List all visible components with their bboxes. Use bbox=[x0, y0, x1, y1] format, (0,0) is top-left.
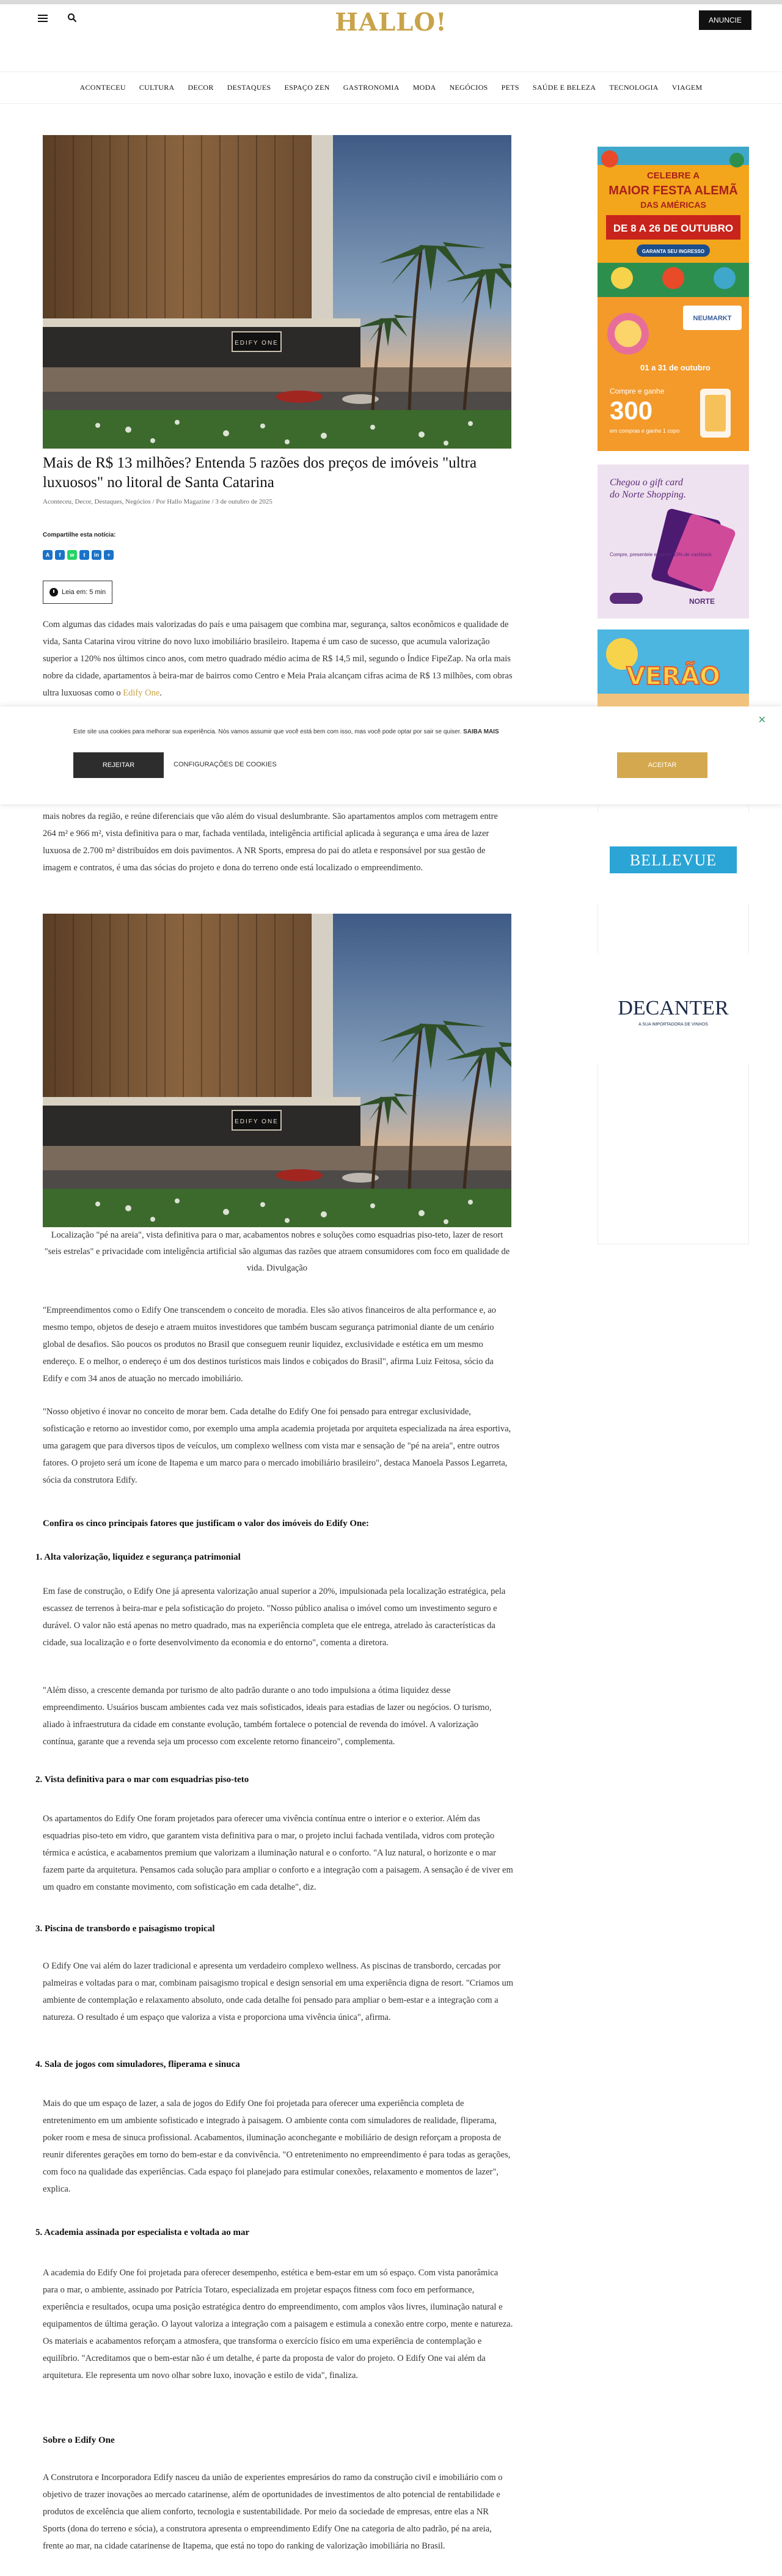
ad-bellevue[interactable] bbox=[597, 813, 749, 905]
article-meta: Aconteceu, Decor, Destaques, Negócios / Por Hallo Magazine / 3 de outubro de 2025 bbox=[43, 498, 272, 505]
about-heading: Sobre o Edify One bbox=[43, 2435, 115, 2445]
article-paragraph-1: Com algumas das cidades mais valorizadas do país e uma paisagem que combina mar, segurança, saltos econômicos e qualidade de vida, Santa Catarina virou vitrine do novo luxo imobiliário brasileiro. Itapema é um caso de sucesso, que acumula valorização superior a 120% nos últimos cinco anos, com metro quadrado médio acima de R$ 14,5 mil, segundo o Índice FipeZap. Na orla mais nobre da cidade, apartamentos à beira-mar de bairros como Centro e Meia Praia alcançam cifras acima de R$ 13 milhões, com obras ultra luxuosas como o Edify One. bbox=[43, 620, 513, 698]
ad1-dates: DE 8 A 26 DE OUTUBRO bbox=[613, 222, 734, 234]
article-paragraph-7: Os apartamentos do Edify One foram projetados para oferecer uma vivência contínua entre o interior e o exterior. Além das esquadrias piso-teto em vidro, que garantem vista definitiva para o mar, o projeto inclui fachada ventilada, vidros com proteção térmica e acústica, e acabamentos premium que valorizam a iluminação natural e o conforto. "A luz natural, o horizonte e o mar fazem parte da arquitetura. Pensamos cada solução para ampliar o conforto e a integração com a paisagem. A sensação é de viver em um quadro em constante movimento, com sofisticação em cada detalhe", diz. bbox=[43, 1814, 513, 1892]
nav-item-viagem[interactable]: VIAGEM bbox=[671, 83, 703, 92]
ad2-amount: 300 bbox=[610, 396, 653, 425]
ad2-brand: NEUMARKT bbox=[693, 315, 732, 322]
nav-item-moda[interactable]: MODA bbox=[412, 83, 436, 92]
ad1-line1: CELEBRE A bbox=[646, 171, 700, 181]
ad3-small: Compre, presenteie e ganhe 10% de cashback. bbox=[610, 552, 713, 557]
image-caption: Localização "pé na areia", vista definitiva para o mar, acabamentos nobres e soluções como esquadrias piso-teto, lazer de resort "seis estrelas" e privacidade com inteligência artificial são algumas das razões que atraem consumidores com foco em qualidade de vida. Divulgação bbox=[44, 1230, 510, 1273]
cookie-more-link[interactable]: SAIBA MAIS bbox=[463, 728, 499, 735]
article-paragraph-11: A Construtora e Incorporadora Edify nasceu da união de experientes empresários do ramo da construção civil e imobiliário com o objetivo de trazer inovações ao mercado catarinense, além de oportunidades de investimentos de alto potencial de rentabilidade e produtos de excelência que aliem conforto, tecnologia e sustentabilidade. Por meio da sociedade de empresas, entre elas a NR Sports (dona do terreno e sócia), a construtora apresenta o empreendimento Edify One na categoria de alto padrão, pé na areia, frente ao mar, na cidade catarinense de Itapema, que está no topo do ranking de valorização imobiliária no Brasil. bbox=[43, 2473, 503, 2551]
nav-item-pets[interactable]: PETS bbox=[501, 83, 519, 92]
share-icons bbox=[43, 550, 114, 560]
nav-item-decor[interactable]: DECOR bbox=[188, 83, 214, 92]
share-label: Compartilhe esta notícia: bbox=[43, 532, 116, 538]
nav-item-aconteceu[interactable]: ACONTECEU bbox=[79, 83, 126, 92]
ad1-line2: MAIOR FESTA ALEMÃ bbox=[608, 184, 738, 197]
nav-item-espaco-zen[interactable]: ESPAÇO ZEN bbox=[284, 83, 330, 92]
ad6-text: DECANTER bbox=[618, 997, 729, 1019]
main-nav bbox=[0, 72, 782, 104]
article-paragraph-8: O Edify One vai além do lazer tradicional e apresenta um verdadeiro complexo wellness. As piscinas de transbordo, cercadas por palmeiras e voltadas para o mar, combinam paisagismo tropical e design sensorial em uma experiência digna de resort. "Criamos um ambiente de contemplação e relaxamento absoluto, onde cada detalhe foi pensado para ampliar o bem-estar e a integração com a natureza. O resultado é um espaço que valoriza a vista e proporciona uma vivência única", afirma. bbox=[43, 1961, 513, 2022]
nav-item-tecnologia[interactable]: TECNOLOGIA bbox=[609, 83, 659, 92]
edify-one-link[interactable]: Edify One bbox=[123, 688, 160, 698]
factor-2-heading: 2. Vista definitiva para o mar com esquadrias piso-teto bbox=[35, 1775, 249, 1785]
share-more-icon[interactable]: + bbox=[104, 550, 114, 560]
ad4-text: VERÃO bbox=[626, 662, 721, 691]
ad-neumarkt[interactable] bbox=[597, 297, 749, 451]
article-paragraph-5: Em fase de construção, o Edify One já apresenta valorização anual superior a 20%, impulsionada pela localização estratégica, pela escassez de terrenos à beira-mar e pela sofisticação do projeto. "Nosso público analisa o imóvel como um investimento seguro e durável. O valor não está apenas no metro quadrado, mas na experiência completa que ele entrega, atrelado às características da cidade, sua localização e o forte desenvolvimento da economia e do entorno", comenta a diretora. bbox=[43, 1587, 506, 1648]
share-addtoany-icon[interactable]: A bbox=[43, 550, 53, 560]
ad5-text: BELLEVUE bbox=[629, 851, 717, 869]
clock-icon bbox=[49, 588, 58, 596]
article-paragraph-4: "Nosso objetivo é inovar no conceito de morar bem. Cada detalhe do Edify One foi pensado para entregar exclusividade, sofisticação e retorno ao investidor como, por exemplo uma ampla academia projetada por arquiteta especializada na área esportiva, uma garagem que para diversos tipos de veículos, um complexo wellness com vista mar e sensação de "pé na areia", entre outros fatores. O projeto será um ícone de Itapema e um marco para o mercado imobiliário brasileiro", destaca Manoela Passos Legarreta, sócia da construtora Edify. bbox=[43, 1407, 511, 1485]
reading-time-badge bbox=[43, 581, 112, 604]
building-sign: EDIFY ONE bbox=[235, 340, 279, 347]
ad6-sub: A SUA IMPORTADORA DE VINHOS bbox=[638, 1022, 708, 1027]
factor-1-heading: 1. Alta valorização, liquidez e segurança patrimonial bbox=[35, 1552, 241, 1562]
five-factors-heading: Confira os cinco principais fatores que justificam o valor dos imóveis do Edify One: bbox=[43, 1519, 370, 1528]
cookie-banner bbox=[0, 706, 782, 804]
reject-button[interactable]: REJEITAR bbox=[73, 752, 164, 778]
article-paragraph-6: "Além disso, a crescente demanda por turismo de alto padrão durante o ano todo impulsiona a ótima liquidez desse empreendimento. Usuários buscam ambientes cada vez mais sofisticados, ideais para estadias de lazer ou negócios. O turismo, aliado à infraestrutura da cidade em constante evolução, também fortalece o potencial de revenda do imóvel. A valorização contínua, garante que a revenda seja um processo com excelente retorno financeiro", complementa. bbox=[43, 1686, 492, 1747]
ad2-sub: em compras e ganhe 1 copo bbox=[610, 428, 680, 434]
ad-norte-shopping[interactable] bbox=[597, 464, 749, 618]
ad-verao[interactable] bbox=[597, 629, 749, 706]
ad2-dates: 01 a 31 de outubro bbox=[640, 363, 711, 372]
ad3-line1: Chegou o gift card bbox=[610, 477, 683, 488]
factor-3-heading: 3. Piscina de transbordo e paisagismo tropical bbox=[35, 1924, 215, 1934]
building-sign: EDIFY ONE bbox=[235, 1118, 279, 1125]
nav-item-cultura[interactable]: CULTURA bbox=[139, 83, 175, 92]
nav-item-gastronomia[interactable]: GASTRONOMIA bbox=[343, 83, 400, 92]
top-bar bbox=[0, 0, 782, 4]
share-facebook-icon[interactable]: f bbox=[55, 550, 65, 560]
cookie-settings-link[interactable]: CONFIGURAÇÕES DE COOKIES bbox=[174, 761, 277, 768]
share-whatsapp-icon[interactable]: w bbox=[67, 550, 77, 560]
nav-item-negocios[interactable]: NEGÓCIOS bbox=[449, 83, 488, 92]
advertise-button[interactable]: ANUNCIE bbox=[699, 10, 751, 30]
factor-4-heading: 4. Sala de jogos com simuladores, fliperama e sinuca bbox=[35, 2060, 240, 2069]
ad3-line2: do Norte Shopping. bbox=[610, 490, 686, 500]
ad1-line3: DAS AMÉRICAS bbox=[640, 200, 706, 210]
article-title: Mais de R$ 13 milhões? Entenda 5 razões dos preços de imóveis "ultra luxuosos" no litoral de Santa Catarina bbox=[43, 455, 477, 491]
close-icon[interactable]: ✕ bbox=[758, 714, 766, 725]
ad-oktoberfest[interactable] bbox=[597, 147, 749, 297]
article-image bbox=[43, 914, 511, 1227]
site-logo[interactable]: HALLO! bbox=[335, 8, 447, 37]
ad3-brand: NORTE bbox=[689, 597, 715, 606]
ad2-line: Compre e ganhe bbox=[610, 387, 665, 395]
article-paragraph-9: Mais do que um espaço de lazer, a sala de jogos do Edify One foi projetada para oferecer uma experiência completa de entretenimento em um ambiente sofisticado e integrado à paisagem. O ambiente conta com simuladores de realidade, fliperama, poker room e mesa de sinuca profissional. Acabamentos, iluminação aconchegante e mobiliário de design reforçam a proposta de reunir diferentes gerações em torno do bem-estar e da convivência. "O entretenimento no empreendimento é para todas as gerações, com foco na qualidade das experiências. Cada espaço foi planejado para estimular conexões, relaxamento e momentos de lazer", explica. bbox=[43, 2099, 511, 2194]
article-paragraph-10: A academia do Edify One foi projetada para oferecer desempenho, estética e bem-estar em um só espaço. Com vista panorâmica para o mar, o ambiente, assinado por Patrícia Totaro, especializada em projetar espaços fitness com foco em performance, experiência e resultados, ocupa uma posição estratégica dentro do empreendimento, com amplos vãos livres, iluminação natural e equipamentos de última geração. O layout valoriza a integração com a paisagem e estimula a conexão entre corpo, mente e natureza. Os materiais e acabamentos reforçam a atmosfera, que transforma o exercício físico em uma experiência de contemplação e equilíbrio. "Acreditamos que o bem-estar não é um detalhe, é parte da proposta de valor do projeto. O Edify One vai além da arquitetura. Ele representa um novo olhar sobre luxo, inovação e estilo de vida", finaliza. bbox=[43, 2268, 513, 2380]
ad-decanter[interactable] bbox=[597, 953, 749, 1063]
nav-item-saude-beleza[interactable]: SAÚDE E BELEZA bbox=[532, 83, 596, 92]
reading-time-label: Leia em: 5 min bbox=[62, 589, 106, 596]
share-linkedin-icon[interactable]: in bbox=[92, 550, 101, 560]
hero-image bbox=[43, 135, 511, 449]
factor-5-heading: 5. Academia assinada por especialista e voltada ao mar bbox=[35, 2228, 250, 2237]
article-paragraph-2: mais nobres da região, e reúne diferenciais que vão além do visual deslumbrante. São apartamentos amplos com metragem entre 264 m² e 966 m², vista definitiva para o mar, fachada ventilada, inteligência artificial aplicada à segurança e uma área de lazer luxuosa de 2.700 m² distribuídos em dois pavimentos. A NR Sports, empresa do pai do atleta e responsável por sua gestão de imagem e contratos, é uma das sócias do projeto e dona do terreno onde está localizado o empreendimento. bbox=[43, 812, 498, 873]
site-header bbox=[0, 4, 782, 35]
article-paragraph-3: "Empreendimentos como o Edify One transcendem o conceito de moradia. Eles são ativos financeiros de alta performance e, ao mesmo tempo, objetos de desejo e atraem muitos investidores que também buscam segurança patrimonial diante de um cenário global de desafios. São poucos os produtos no Brasil que conseguem reunir liquidez, exclusividade e estética em um mesmo endereço. E o melhor, o endereço é um dos destinos turísticos mais lindos e cobiçados do Brasil", afirma Luiz Feitosa, sócio da Edify e com 34 anos de atuação no mercado imobiliário. bbox=[43, 1305, 496, 1384]
ad1-button: GARANTA SEU INGRESSO bbox=[641, 249, 705, 254]
nav-item-destaques[interactable]: DESTAQUES bbox=[227, 83, 271, 92]
accept-button[interactable]: ACEITAR bbox=[617, 752, 707, 778]
cookie-message: Este site usa cookies para melhorar sua experiência. Nós vamos assumir que você está bem com isso, mas você pode optar por sair se quiser. SAIBA MAIS bbox=[73, 728, 499, 735]
share-twitter-icon[interactable]: t bbox=[79, 550, 89, 560]
